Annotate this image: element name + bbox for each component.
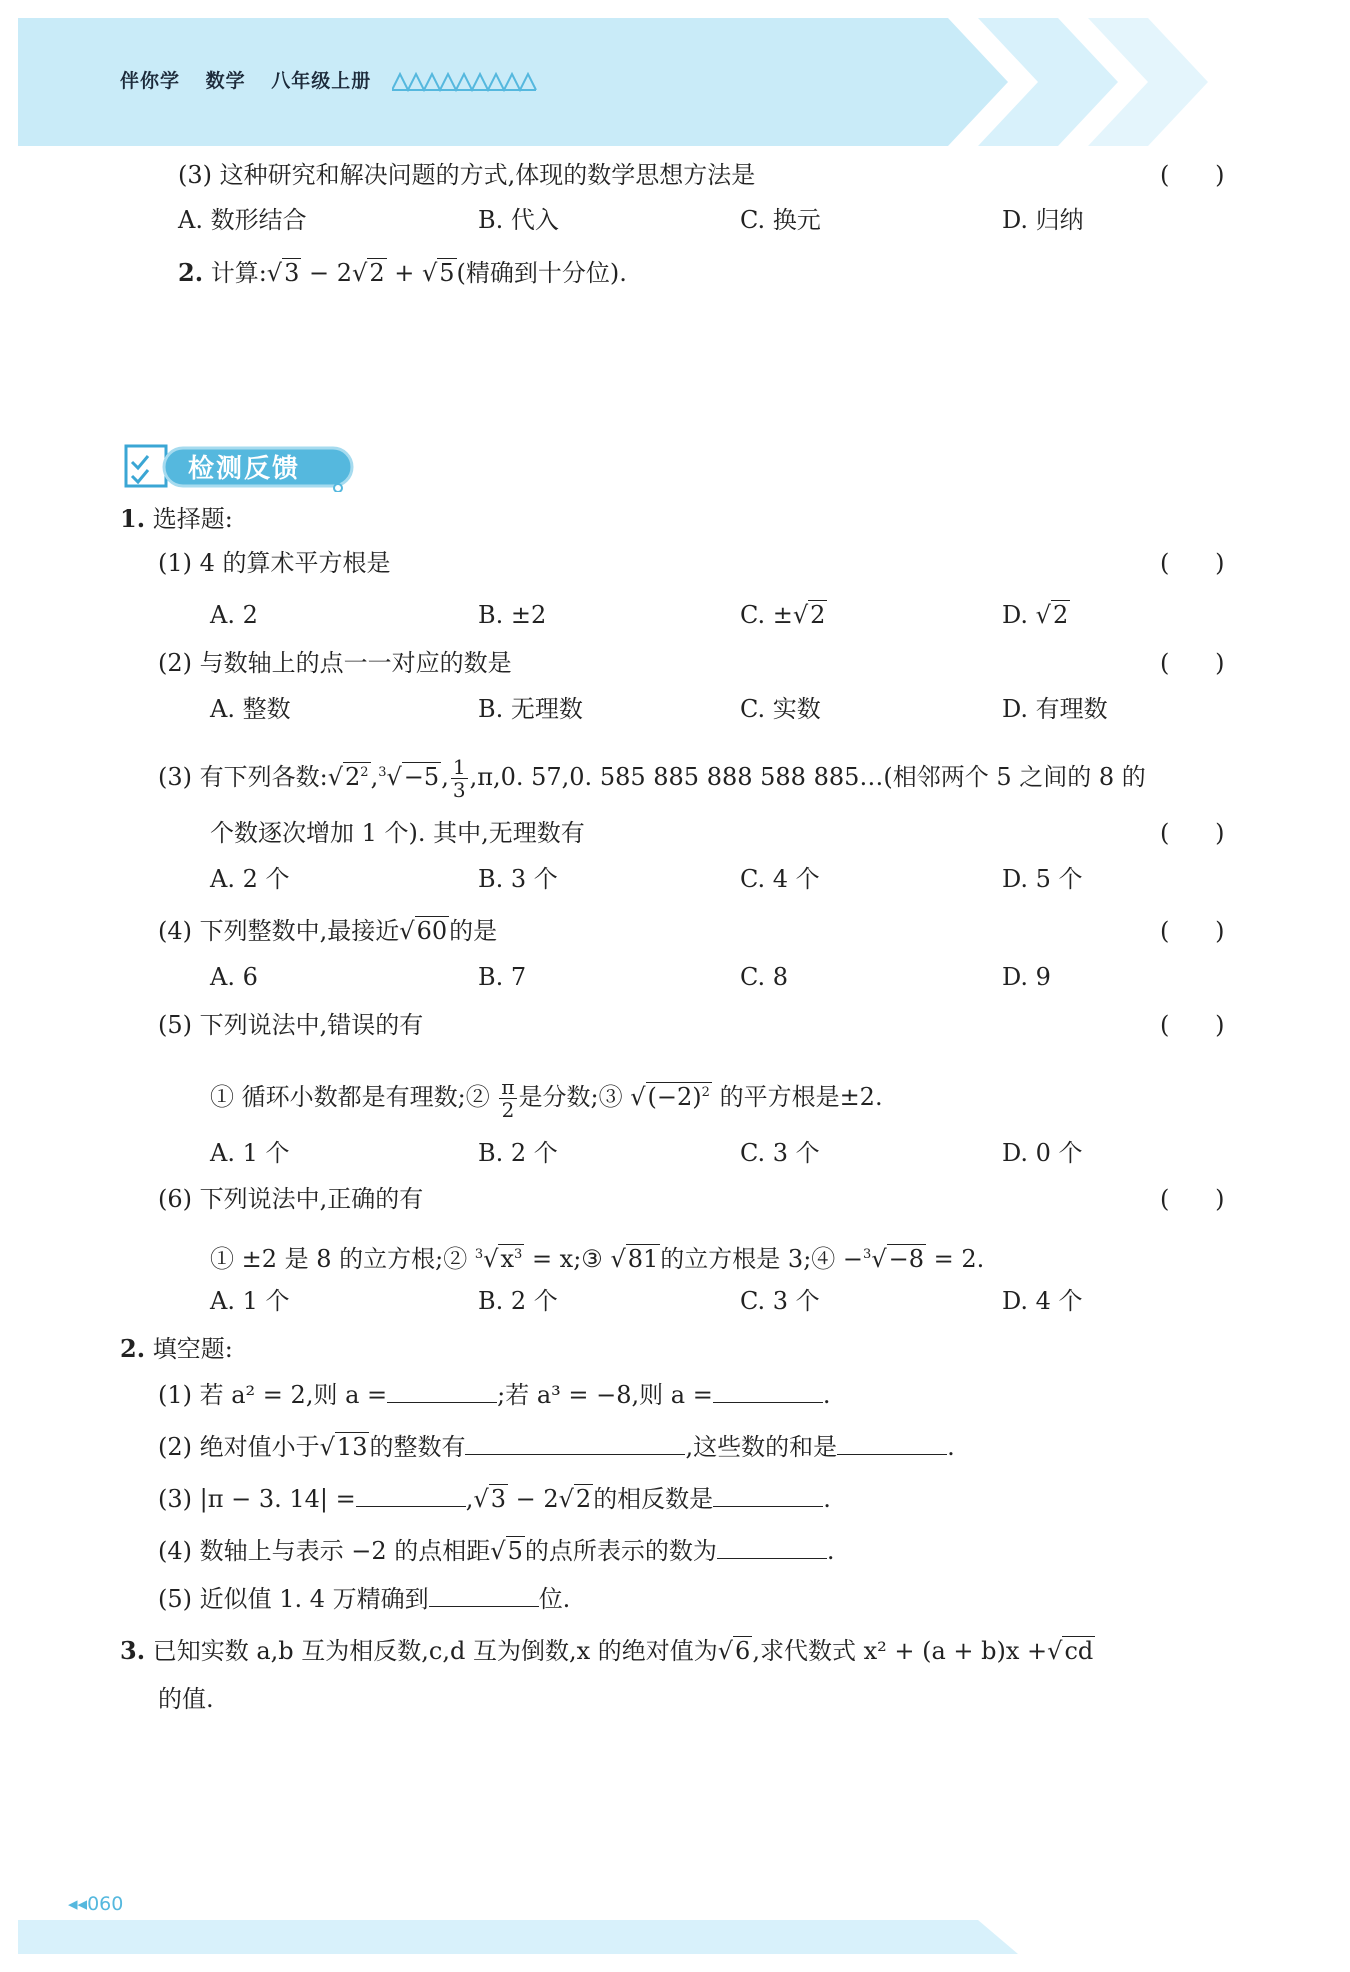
s1-q4-option-b[interactable]: B. 7 [478,963,527,991]
sqrt-6: √6 [717,1637,751,1665]
s1-q3-option-b[interactable]: B. 3 个 [478,865,558,893]
sqrt-2-squared: $√2^2$ [327,763,369,791]
book-name: 伴你学 [120,70,181,92]
page-number: ◂◂060 [68,1893,124,1915]
s1-q4-text: (4) 下列整数中,最接近√60的是 [158,917,498,945]
s1-q5-option-b[interactable]: B. 2 个 [478,1139,558,1167]
top-q3-option-d[interactable]: D. 归纳 [1002,206,1084,234]
s1-q3-option-a[interactable]: A. 2 个 [210,865,290,893]
cbrt-x-cubed: $√x^3$ [483,1245,523,1273]
header-title [120,66,389,93]
sqrt-cd: √cd [1047,1637,1094,1665]
section-title: 检测反馈 [188,454,301,484]
sqrt-5: √5 [421,259,455,287]
s1-q3-option-d[interactable]: D. 5 个 [1002,865,1083,893]
fraction-one-third: $\frac{1}{3}$ [452,755,466,802]
s1-q6-bracket[interactable]: ( ) [1160,1185,1225,1213]
s1-q1-text: (1) 4 的算术平方根是 [158,549,391,577]
s3-number: 3. [120,1636,146,1665]
s1-q3-line1: (3) 有下列各数$:√2^2,^3√-5$, $\frac{1}{3}$ ,π,0. 57,0. 585 885 888 588 885…(相邻两个 5 之间的 8 的 [158,755,1146,802]
answer-blank[interactable] [837,1432,947,1455]
sqrt-3: √3 [473,1485,506,1513]
top-q3-option-a[interactable]: A. 数形结合 [178,206,307,234]
s1-q1-bracket[interactable]: ( ) [1160,549,1225,577]
s1-q4-option-c[interactable]: C. 8 [740,963,789,991]
s1-q1-option-b[interactable]: B. ±2 [478,601,547,629]
s2-number: 2. [120,1334,146,1363]
s1-q3-bracket[interactable]: ( ) [1160,819,1225,847]
s2-f3: (3) |π − 3. 14| = ,√3 − 2√2的相反数是 . [158,1485,831,1513]
s1-q5-option-a[interactable]: A. 1 个 [210,1139,290,1167]
s1-q4-bracket[interactable]: ( ) [1160,917,1225,945]
answer-blank[interactable] [387,1380,497,1403]
sqrt-60: √60 [399,917,448,945]
s1-number: 1. [120,504,146,533]
grade-name: 八年级上册 [271,70,372,92]
s1-q6-option-a[interactable]: A. 1 个 [210,1287,290,1315]
sqrt-neg2-squared: $√(-2)^2$ [630,1083,710,1111]
s1-q5-option-c[interactable]: C. 3 个 [740,1139,820,1167]
top-q2-prefix: 计算: [210,259,267,287]
s3-line1: 3. 已知实数 a,b 互为相反数,c,d 互为倒数,x 的绝对值为√6,求代数式 x² + (a + b)x +√cd [120,1636,1094,1665]
arrows-icon: ◂◂ [68,1893,88,1915]
s1-q1-option-c[interactable]: C. ±√2 [740,601,826,629]
s1-q3-line2: 个数逐次增加 1 个). 其中,无理数有 [210,819,585,847]
s2-title: 填空题: [152,1335,233,1363]
s1-q6-option-d[interactable]: D. 4 个 [1002,1287,1083,1315]
sqrt-13: √13 [319,1433,368,1461]
answer-blank[interactable] [356,1484,466,1507]
s2-f1: (1) 若 a² = 2,则 a = ;若 a³ = −8,则 a = . [158,1381,831,1409]
s1-q2-option-a[interactable]: A. 整数 [210,695,291,723]
s1-q1-option-a[interactable]: A. 2 [210,601,258,629]
s1-q5-option-d[interactable]: D. 0 个 [1002,1139,1083,1167]
top-q2-number: 2. [178,258,204,287]
top-q3-text: (3) 这种研究和解决问题的方式,体现的数学思想方法是 [178,161,756,189]
answer-blank[interactable] [717,1536,827,1559]
cbrt-neg8: √−8 [871,1245,924,1273]
zigzag-decoration-icon [392,72,537,92]
s1-q5-bracket[interactable]: ( ) [1160,1011,1225,1039]
sqrt-2: √2 [352,259,385,287]
s1-q2-option-c[interactable]: C. 实数 [740,695,821,723]
top-q3-option-b[interactable]: B. 代入 [478,206,559,234]
cbrt-neg5: √−5 [386,763,440,791]
sqrt-5: √5 [490,1537,523,1565]
answer-blank[interactable] [713,1380,823,1403]
s1-q6-statements: ① ±2 是 8 的立方根;② $^3√x^3$ = x;③ √81的立方根是 3;④ −$^3$√−8 = 2. [210,1240,984,1274]
s1-q4-option-d[interactable]: D. 9 [1002,963,1051,991]
fraction-pi-over-2: $\frac{\pi}{2}$ [501,1075,515,1122]
top-q3-option-c[interactable]: C. 换元 [740,206,821,234]
s1-q2-option-b[interactable]: B. 无理数 [478,695,583,723]
s2-f4: (4) 数轴上与表示 −2 的点相距√5的点所表示的数为 . [158,1537,835,1565]
s1-q2-bracket[interactable]: ( ) [1160,649,1225,677]
s2-heading [120,1334,233,1364]
s1-q6-option-b[interactable]: B. 2 个 [478,1287,558,1315]
s3-line2: 的值. [158,1685,214,1713]
s2-f5: (5) 近似值 1. 4 万精确到 位. [158,1585,571,1613]
sqrt-3: √3 [266,259,300,287]
s1-q4-option-a[interactable]: A. 6 [210,963,258,991]
s1-q2-option-d[interactable]: D. 有理数 [1002,695,1108,723]
footer-band [18,1920,1318,1954]
s1-q6-option-c[interactable]: C. 3 个 [740,1287,820,1315]
s2-f2: (2) 绝对值小于√13的整数有 ,这些数的和是 . [158,1433,955,1461]
subject-name: 数学 [205,70,246,92]
s1-q5-statements: ① 循环小数都是有理数;② $\frac{\pi}{2}$ 是分数;③ $√(-2)^2$ 的平方根是±2. [210,1075,883,1122]
s1-q2-text: (2) 与数轴上的点一一对应的数是 [158,649,512,677]
answer-blank[interactable] [465,1432,685,1455]
answer-blank[interactable] [713,1484,823,1507]
top-q2-suffix: (精确到十分位). [456,259,627,287]
s1-q1-option-d[interactable]: D. √2 [1002,601,1069,629]
sqrt-81: √81 [610,1245,659,1273]
s1-q5-text: (5) 下列说法中,错误的有 [158,1011,424,1039]
top-q3-bracket[interactable]: ( ) [1160,161,1225,189]
s1-title: 选择题: [152,505,233,533]
top-q2-line: 2. 计算:√3 − 2√2 + √5(精确到十分位). [178,258,627,287]
s1-q3-option-c[interactable]: C. 4 个 [740,865,820,893]
answer-blank[interactable] [429,1584,539,1607]
s1-heading [120,504,233,534]
s1-q6-text: (6) 下列说法中,正确的有 [158,1185,424,1213]
sqrt-2: √2 [558,1485,592,1513]
